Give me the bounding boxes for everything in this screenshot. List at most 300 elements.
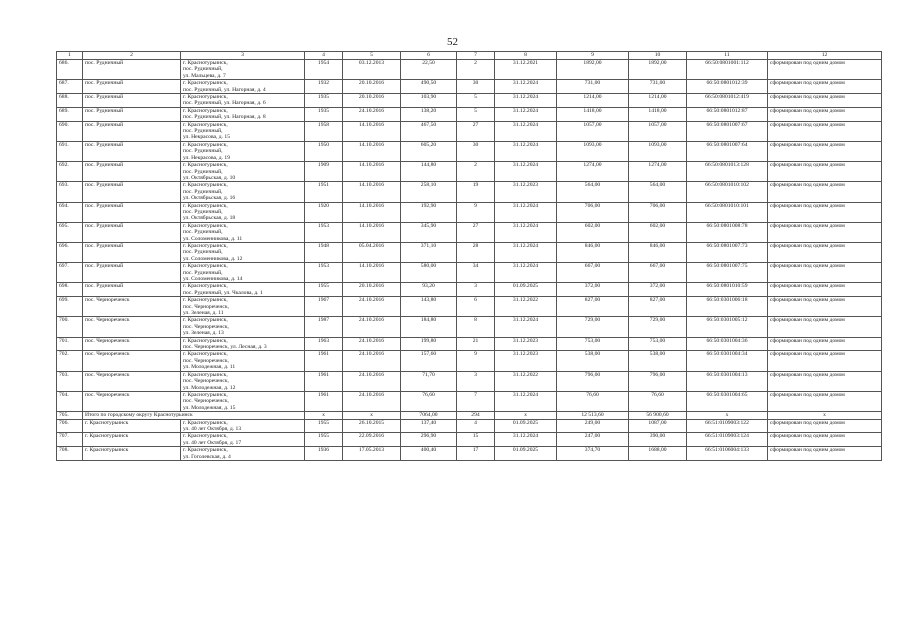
address-cell (181, 391, 305, 411)
settlement-name: пос. Рудничный (83, 162, 181, 182)
build-year: 1951 (305, 182, 343, 202)
column-number: 3 (181, 52, 305, 60)
count-cell: 30 (457, 80, 495, 94)
build-year: 1958 (305, 121, 343, 141)
cadastre-number: 66:50:0801013:128 (687, 162, 768, 182)
address-line: пос. Рудничный, ул. Нагорная, д. 4 (183, 86, 266, 93)
column-number: 7 (457, 52, 495, 60)
address-line: пос. Рудничный, (183, 249, 223, 256)
date-cell: 24.10.2016 (343, 317, 401, 337)
date-cell: 24.10.2016 (343, 107, 401, 121)
status-cell: сформирован под одним домом (768, 107, 882, 121)
value-cell: 796,00 (629, 371, 687, 391)
value-cell: 729,00 (557, 317, 629, 337)
settlement-name: пос. Рудничный (83, 222, 181, 242)
deadline-cell: 31.12.2024 (495, 107, 557, 121)
address-line: ул. Соломенникова, д. 11 (183, 235, 243, 242)
deadline-cell: 31.12.2022 (495, 371, 557, 391)
value-cell: 1688,00 (629, 447, 687, 461)
address-line: пос. Чернореченск, (183, 357, 229, 364)
address-line: пос. Рудничный, (183, 269, 223, 276)
address-cell (181, 94, 305, 108)
deadline-cell: 31.12.2021 (495, 60, 557, 80)
table-row (57, 351, 882, 371)
status-cell: сформирован под одним домом (768, 222, 882, 242)
address-line: г. Краснотурьинск, (183, 60, 228, 66)
address-line: ул. Молодежная, д. 15 (183, 404, 236, 411)
total-row (57, 412, 882, 419)
address-line: г. Краснотурьинск, (183, 94, 228, 101)
deadline-cell: 01.09.2025 (495, 283, 557, 297)
table-row (57, 371, 882, 391)
table-row (57, 182, 882, 202)
address-line: г. Краснотурьинск, (183, 433, 228, 440)
address-line: ул. Некрасова, д. 15 (183, 134, 231, 141)
row-number: 691. (57, 141, 83, 161)
row-number: 686. (57, 60, 83, 80)
deadline-cell: 31.12.2024 (495, 162, 557, 182)
cadastre-number: 66:50:0301005:12 (687, 317, 768, 337)
area-cell: 490,50 (401, 80, 457, 94)
settlement-name: пос. Рудничный (83, 107, 181, 121)
address-line: г. Краснотурьинск, (183, 162, 228, 169)
address-line: ул. Соломенникова, д. 12 (183, 255, 243, 262)
count-cell: 8 (457, 317, 495, 337)
date-cell: 24.10.2016 (343, 391, 401, 411)
status-cell: сформирован под одним домом (768, 391, 882, 411)
address-line: г. Краснотурьинск, (183, 371, 228, 378)
settlement-name: пос. Рудничный (83, 263, 181, 283)
address-cell (181, 433, 305, 447)
column-number-row (57, 52, 882, 60)
status-cell: сформирован под одним домом (768, 242, 882, 262)
total-label: Итого по городскому округу Краснотурьинск (83, 412, 305, 419)
build-year: 1932 (305, 80, 343, 94)
count-cell: 4 (457, 419, 495, 433)
value-cell: 1418,00 (557, 107, 629, 121)
area-cell: 192,90 (401, 202, 457, 222)
address-line: ул. Мальцева, д. 7 (183, 72, 226, 79)
count-cell: 17 (457, 447, 495, 461)
table-row (57, 242, 882, 262)
housing-registry-table (56, 51, 882, 461)
address-cell (181, 297, 305, 317)
address-cell (181, 222, 305, 242)
date-cell: 24.10.2016 (343, 351, 401, 371)
page-number: 52 (447, 36, 458, 48)
table-row (57, 94, 882, 108)
table-row (57, 337, 882, 351)
area-cell: 22,50 (401, 60, 457, 80)
address-cell (181, 337, 305, 351)
cadastre-number: x (687, 412, 768, 419)
area-cell: 71,70 (401, 371, 457, 391)
address-line: г. Краснотурьинск, (183, 337, 228, 344)
build-year: 1963 (305, 337, 343, 351)
value-cell: 706,00 (629, 202, 687, 222)
value-cell: 1087,00 (629, 419, 687, 433)
date-cell: 14.10.2016 (343, 263, 401, 283)
value-cell: 1093,00 (629, 141, 687, 161)
address-line: ул. 40 лет Октября, д. 17 (183, 439, 242, 446)
date-cell: 14.10.2016 (343, 202, 401, 222)
table-row (57, 202, 882, 222)
column-number: 11 (687, 52, 768, 60)
address-line: г. Краснотурьинск, (183, 202, 228, 209)
area-cell: 400,40 (401, 447, 457, 461)
count-cell: 9 (457, 202, 495, 222)
area-cell: 580,00 (401, 263, 457, 283)
value-cell: 76,60 (629, 391, 687, 411)
value-cell: 706,00 (557, 202, 629, 222)
row-number: 692. (57, 162, 83, 182)
settlement-name: г. Краснотурьинск (83, 447, 181, 461)
table-row (57, 121, 882, 141)
settlement-name: пос. Чернореченск (83, 351, 181, 371)
value-cell: 56 900,60 (629, 412, 687, 419)
area-cell: 138,20 (401, 107, 457, 121)
address-line: г. Краснотурьинск, (183, 351, 228, 358)
status-cell: сформирован под одним домом (768, 263, 882, 283)
status-cell: сформирован под одним домом (768, 121, 882, 141)
value-cell: 538,00 (629, 351, 687, 371)
area-cell: 258,10 (401, 182, 457, 202)
value-cell: 731,00 (557, 80, 629, 94)
settlement-name: г. Краснотурьинск (83, 419, 181, 433)
deadline-cell: x (495, 412, 557, 419)
column-number: 1 (57, 52, 83, 60)
build-year: 1935 (305, 107, 343, 121)
value-cell: 1892,00 (557, 60, 629, 80)
row-number: 698. (57, 283, 83, 297)
deadline-cell: 31.12.2022 (495, 297, 557, 317)
settlement-name: пос. Рудничный (83, 60, 181, 80)
count-cell: 28 (457, 242, 495, 262)
status-cell: сформирован под одним домом (768, 433, 882, 447)
address-line: ул. 40 лет Октября, д. 13 (183, 425, 242, 432)
status-cell: сформирован под одним домом (768, 297, 882, 317)
address-line: ул. Молодежная, д. 12 (183, 384, 236, 391)
value-cell: 372,00 (557, 283, 629, 297)
table-row (57, 283, 882, 297)
build-year: 1955 (305, 283, 343, 297)
cadastre-number: 66:50:0301006:18 (687, 297, 768, 317)
address-cell (181, 141, 305, 161)
date-cell: x (343, 412, 401, 419)
deadline-cell: 31.12.2024 (495, 94, 557, 108)
address-line: пос. Рудничный, ул. Чкалова, д. 1 (183, 289, 263, 296)
cadastre-number: 66:50:0801007:75 (687, 263, 768, 283)
address-line: пос. Рудничный, ул. Нагорная, д. 6 (183, 100, 266, 107)
row-number: 690. (57, 121, 83, 141)
cadastre-number: 66:50:0801010:102 (687, 182, 768, 202)
address-line: ул. Соломенникова, д. 14 (183, 276, 243, 282)
count-cell: 5 (457, 107, 495, 121)
cadastre-number: 66:50:0801007:73 (687, 242, 768, 262)
deadline-cell: 31.12.2023 (495, 337, 557, 351)
deadline-cell: 31.12.2024 (495, 121, 557, 141)
address-line: г. Краснотурьинск, (183, 447, 228, 454)
date-cell: 14.10.2016 (343, 182, 401, 202)
date-cell: 24.10.2016 (343, 297, 401, 317)
address-line: г. Краснотурьинск, (183, 283, 228, 290)
build-year: x (305, 412, 343, 419)
value-cell: 1892,00 (629, 60, 687, 80)
address-cell (181, 283, 305, 297)
value-cell: 1274,00 (557, 162, 629, 182)
cadastre-number: 66:50:0801012:87 (687, 107, 768, 121)
build-year: 1961 (305, 391, 343, 411)
table-row (57, 317, 882, 337)
address-line: пос. Рудничный, ул. Нагорная, д. 8 (183, 114, 266, 121)
deadline-cell: 31.12.2024 (495, 391, 557, 411)
address-line: пос. Чернореченск, (183, 378, 229, 385)
address-cell (181, 162, 305, 182)
date-cell: 22.09.2016 (343, 433, 401, 447)
table-row (57, 162, 882, 182)
address-line: ул. Гоголевская, д. 4 (183, 453, 231, 460)
address-line: пос. Рудничный, (183, 148, 223, 155)
build-year: 1961 (305, 371, 343, 391)
row-number: 696. (57, 242, 83, 262)
settlement-name: пос. Рудничный (83, 121, 181, 141)
address-line: ул. Октябрьская, д. 10 (183, 174, 236, 181)
area-cell: 7064,00 (401, 412, 457, 419)
count-cell: 6 (457, 297, 495, 317)
address-line: ул. Некрасова, д. 19 (183, 154, 231, 161)
value-cell: 827,00 (629, 297, 687, 317)
column-number: 5 (343, 52, 401, 60)
deadline-cell: 31.12.2024 (495, 222, 557, 242)
status-cell: сформирован под одним домом (768, 447, 882, 461)
build-year: 1955 (305, 433, 343, 447)
address-line: пос. Чернореченск, (183, 303, 229, 310)
build-year: 1967 (305, 297, 343, 317)
address-line: г. Краснотурьинск, (183, 141, 228, 148)
row-number: 707. (57, 433, 83, 447)
address-cell (181, 317, 305, 337)
address-line: г. Краснотурьинск, (183, 222, 228, 229)
column-number: 12 (768, 52, 882, 60)
status-cell: сформирован под одним домом (768, 162, 882, 182)
status-cell: сформирован под одним домом (768, 60, 882, 80)
address-line: ул. Октябрьская, д. 16 (183, 195, 236, 202)
address-cell (181, 121, 305, 141)
address-line: ул. Зеленая, д. 13 (183, 330, 224, 337)
count-cell: 27 (457, 222, 495, 242)
table-row (57, 263, 882, 283)
area-cell: 467,50 (401, 121, 457, 141)
date-cell: 24.10.2016 (343, 371, 401, 391)
deadline-cell: 01.09.2025 (495, 447, 557, 461)
area-cell: 199,80 (401, 337, 457, 351)
date-cell: 20.10.2016 (343, 94, 401, 108)
value-cell: 729,00 (629, 317, 687, 337)
count-cell: 30 (457, 141, 495, 161)
address-cell (181, 351, 305, 371)
status-cell: сформирован под одним домом (768, 141, 882, 161)
table-row (57, 141, 882, 161)
deadline-cell: 31.12.2023 (495, 182, 557, 202)
value-cell: 602,00 (629, 222, 687, 242)
value-cell: 796,00 (557, 371, 629, 391)
deadline-cell: 31.12.2024 (495, 317, 557, 337)
date-cell: 05.04.2016 (343, 242, 401, 262)
value-cell: 247,00 (557, 433, 629, 447)
address-line: пос. Чернореченск, (183, 323, 229, 330)
address-line: г. Краснотурьинск, (183, 182, 228, 189)
cadastre-number: 66:51:0109003:124 (687, 433, 768, 447)
address-cell (181, 447, 305, 461)
deadline-cell: 31.12.2024 (495, 202, 557, 222)
build-year: 1955 (305, 419, 343, 433)
address-line: пос. Рудничный, (183, 229, 223, 236)
date-cell: 17.05.2013 (343, 447, 401, 461)
value-cell: 12 513,60 (557, 412, 629, 419)
count-cell: 3 (457, 283, 495, 297)
status-cell: сформирован под одним домом (768, 80, 882, 94)
settlement-name: пос. Чернореченск (83, 371, 181, 391)
settlement-name: пос. Чернореченск (83, 317, 181, 337)
build-year: 1954 (305, 60, 343, 80)
column-number: 6 (401, 52, 457, 60)
cadastre-number: 66:50:0801008:78 (687, 222, 768, 242)
build-year: 1961 (305, 351, 343, 371)
address-line: г. Краснотурьинск, (183, 121, 228, 128)
count-cell: 9 (457, 351, 495, 371)
table-row (57, 433, 882, 447)
value-cell: 753,00 (629, 337, 687, 351)
build-year: 1909 (305, 162, 343, 182)
table-row (57, 222, 882, 242)
value-cell: 602,00 (557, 222, 629, 242)
row-number: 703. (57, 371, 83, 391)
settlement-name: г. Краснотурьинск (83, 433, 181, 447)
build-year: 1953 (305, 222, 343, 242)
column-number: 10 (629, 52, 687, 60)
status-cell: сформирован под одним домом (768, 94, 882, 108)
count-cell: 2 (457, 162, 495, 182)
cadastre-number: 66:50:0801007:64 (687, 141, 768, 161)
address-line: пос. Рудничный, (183, 128, 223, 135)
value-cell: 667,00 (629, 263, 687, 283)
date-cell: 14.10.2016 (343, 162, 401, 182)
date-cell: 14.10.2016 (343, 121, 401, 141)
address-line: ул. Октябрьская, д. 18 (183, 215, 236, 222)
address-cell (181, 182, 305, 202)
column-number: 8 (495, 52, 557, 60)
status-cell: x (768, 412, 882, 419)
build-year: 1935 (305, 94, 343, 108)
settlement-name: пос. Рудничный (83, 80, 181, 94)
value-cell: 1214,00 (629, 94, 687, 108)
settlement-name: пос. Рудничный (83, 202, 181, 222)
count-cell: 15 (457, 433, 495, 447)
value-cell: 846,00 (557, 242, 629, 262)
value-cell: 1093,00 (557, 141, 629, 161)
count-cell: 19 (457, 182, 495, 202)
value-cell: 564,00 (557, 182, 629, 202)
deadline-cell: 31.12.2024 (495, 141, 557, 161)
cadastre-number: 66:50:0801007:67 (687, 121, 768, 141)
address-line: г. Краснотурьинск, (183, 391, 228, 398)
cadastre-number: 66:50:0301004:34 (687, 351, 768, 371)
area-cell: 143,80 (401, 297, 457, 317)
value-cell: 1418,00 (629, 107, 687, 121)
cadastre-number: 66:50:0301004:65 (687, 391, 768, 411)
count-cell: 7 (457, 391, 495, 411)
date-cell: 24.10.2016 (343, 337, 401, 351)
settlement-name: пос. Чернореченск (83, 391, 181, 411)
row-number: 704. (57, 391, 83, 411)
date-cell: 26.10.2015 (343, 419, 401, 433)
address-line: г. Краснотурьинск, (183, 107, 228, 114)
row-number: 697. (57, 263, 83, 283)
address-line: г. Краснотурьинск, (183, 317, 228, 324)
status-cell: сформирован под одним домом (768, 283, 882, 297)
address-line: пос. Рудничный, (183, 66, 223, 73)
build-year: 1920 (305, 202, 343, 222)
value-cell: 249,00 (557, 419, 629, 433)
status-cell: сформирован под одним домом (768, 371, 882, 391)
value-cell: 390,00 (629, 433, 687, 447)
row-number: 699. (57, 297, 83, 317)
settlement-name: пос. Чернореченск (83, 337, 181, 351)
address-line: ул. Молодежная, д. 11 (183, 364, 236, 371)
count-cell: 21 (457, 337, 495, 351)
row-number: 695. (57, 222, 83, 242)
settlement-name: пос. Рудничный (83, 141, 181, 161)
settlement-name: пос. Чернореченск (83, 297, 181, 317)
build-year: 1950 (305, 141, 343, 161)
address-line: г. Краснотурьинск, (183, 297, 228, 304)
build-year: 1987 (305, 317, 343, 337)
value-cell: 76,60 (557, 391, 629, 411)
settlement-name: пос. Рудничный (83, 94, 181, 108)
value-cell: 846,00 (629, 242, 687, 262)
cadastre-number: 66:50:0801001:112 (687, 60, 768, 80)
column-number: 2 (83, 52, 181, 60)
date-cell: 14.10.2016 (343, 222, 401, 242)
address-cell (181, 202, 305, 222)
settlement-name: пос. Рудничный (83, 242, 181, 262)
deadline-cell: 31.12.2023 (495, 351, 557, 371)
row-number: 688. (57, 94, 83, 108)
date-cell: 14.10.2016 (343, 141, 401, 161)
status-cell: сформирован под одним домом (768, 317, 882, 337)
status-cell: сформирован под одним домом (768, 182, 882, 202)
address-line: пос. Чернореченск, ул. Лесная, д. 3 (183, 344, 267, 351)
area-cell: 137,40 (401, 419, 457, 433)
area-cell: 184,80 (401, 317, 457, 337)
column-number: 9 (557, 52, 629, 60)
deadline-cell: 31.12.2024 (495, 242, 557, 262)
settlement-name: пос. Рудничный (83, 283, 181, 297)
cadastre-number: 66:50:0801012:419 (687, 94, 768, 108)
count-cell: 2 (457, 60, 495, 80)
area-cell: 93,20 (401, 283, 457, 297)
table-row (57, 60, 882, 80)
address-line: пос. Рудничный, (183, 208, 223, 215)
deadline-cell: 31.12.2024 (495, 80, 557, 94)
row-number: 708. (57, 447, 83, 461)
area-cell: 296,90 (401, 433, 457, 447)
address-line: пос. Чернореченск, (183, 398, 229, 405)
value-cell: 667,00 (557, 263, 629, 283)
build-year: 1953 (305, 263, 343, 283)
deadline-cell: 31.12.2024 (495, 433, 557, 447)
row-number: 687. (57, 80, 83, 94)
